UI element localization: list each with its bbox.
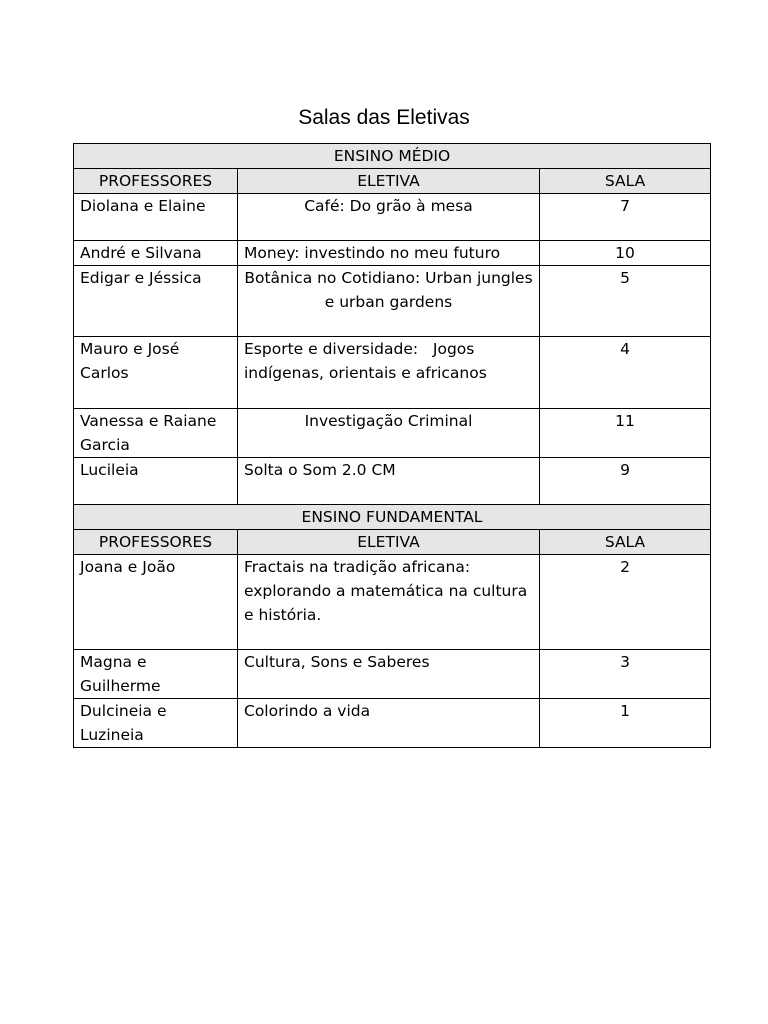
table-row [74, 409, 711, 458]
professores-cell: André e Silvana [74, 241, 238, 266]
professores-cell: Joana e João [74, 555, 238, 650]
table-row [74, 555, 711, 650]
professores-cell: Edigar e Jéssica [74, 266, 238, 337]
eletiva-cell: Money: investindo no meu futuro [238, 241, 540, 266]
sala-cell: 2 [540, 555, 711, 650]
eletiva-cell: Fractais na tradição africana: explorando a matemática na cultura e história. [238, 555, 540, 650]
header-eletiva: ELETIVA [238, 169, 540, 194]
sala-cell: 10 [540, 241, 711, 266]
sala-cell: 7 [540, 194, 711, 241]
section-row [74, 505, 711, 530]
header-eletiva: ELETIVA [238, 530, 540, 555]
professores-cell: Lucileia [74, 458, 238, 505]
table-row [74, 699, 711, 748]
table-row [74, 194, 711, 241]
professores-cell: Diolana e Elaine [74, 194, 238, 241]
professores-cell: Dulcineia e Luzineia [74, 699, 238, 748]
table-row [74, 458, 711, 505]
eletiva-cell: Investigação Criminal [238, 409, 540, 458]
section-title: ENSINO FUNDAMENTAL [74, 505, 711, 530]
eletiva-cell: Cultura, Sons e Saberes [238, 650, 540, 699]
eletiva-cell: Botânica no Cotidiano: Urban jungles e urban gardens [238, 266, 540, 337]
sala-cell: 5 [540, 266, 711, 337]
professores-cell: Vanessa e Raiane Garcia [74, 409, 238, 458]
eletiva-cell: Solta o Som 2.0 CM [238, 458, 540, 505]
ensino-medio-table [73, 143, 711, 505]
section-title: ENSINO MÉDIO [74, 144, 711, 169]
ensino-fundamental-table [73, 504, 711, 748]
section-row [74, 144, 711, 169]
professores-cell: Magna e Guilherme [74, 650, 238, 699]
table-row [74, 241, 711, 266]
page-title: Salas das Eletivas [298, 106, 470, 129]
professores-cell: Mauro e José Carlos [74, 337, 238, 409]
header-professores: PROFESSORES [74, 169, 238, 194]
header-row [74, 530, 711, 555]
table-row [74, 650, 711, 699]
table-row [74, 266, 711, 337]
sala-cell: 1 [540, 699, 711, 748]
sala-cell: 11 [540, 409, 711, 458]
header-sala: SALA [540, 530, 711, 555]
table-row [74, 337, 711, 409]
header-row [74, 169, 711, 194]
sala-cell: 9 [540, 458, 711, 505]
sala-cell: 3 [540, 650, 711, 699]
eletiva-cell: Esporte e diversidade: Jogos indígenas, orientais e africanos [238, 337, 540, 409]
sala-cell: 4 [540, 337, 711, 409]
eletiva-cell: Café: Do grão à mesa [238, 194, 540, 241]
eletiva-cell: Colorindo a vida [238, 699, 540, 748]
header-professores: PROFESSORES [74, 530, 238, 555]
header-sala: SALA [540, 169, 711, 194]
